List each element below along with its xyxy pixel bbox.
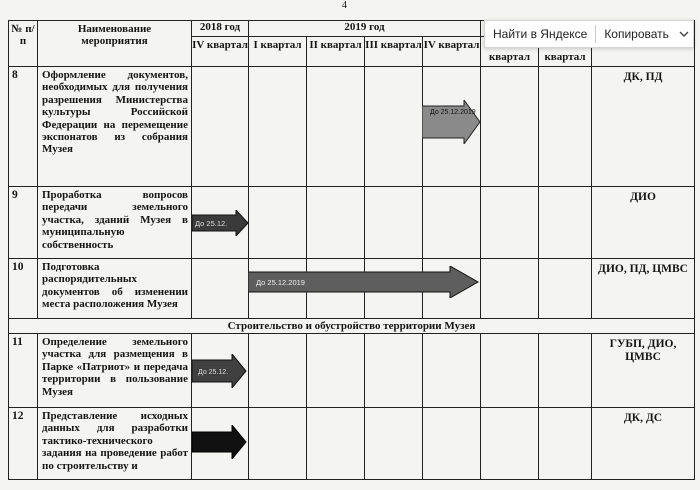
section-title: Строительство и обустройство территории Музея bbox=[9, 319, 695, 334]
row-number: 10 bbox=[9, 259, 38, 319]
arrow-label: До 25.12. bbox=[195, 219, 228, 228]
row-responsible: ДК, ПД bbox=[592, 67, 695, 187]
table-row bbox=[9, 408, 695, 480]
page-number: 4 bbox=[342, 0, 347, 11]
header-q4-2019: IV квартал bbox=[423, 37, 481, 67]
header-q-extra1: квартал bbox=[481, 37, 539, 67]
row-name: Подготовка распорядительных документов об изменении места расположения Музея bbox=[38, 259, 192, 319]
row-responsible: ДИО bbox=[592, 187, 695, 259]
chevron-down-icon[interactable] bbox=[677, 27, 691, 41]
row-name: Представление исходных данных для разработки тактико-технического задания на проведение работ по строительству и bbox=[38, 408, 192, 480]
table-row bbox=[9, 187, 695, 259]
header-name: Наименование мероприятия bbox=[38, 21, 192, 67]
header-num: № п/п bbox=[9, 21, 38, 67]
svg-text:До 25.12. bbox=[198, 369, 228, 376]
svg-text:До 25.12.2019 bbox=[256, 278, 305, 287]
row-number: 12 bbox=[9, 408, 38, 480]
schedule-table bbox=[8, 20, 695, 480]
row-responsible: ДК, ДС bbox=[592, 408, 695, 480]
search-yandex-button[interactable]: Найти в Яндексе bbox=[493, 27, 588, 41]
row-responsible: ГУБП, ДИО, ЦМВС bbox=[592, 334, 695, 408]
arrow-label: До 25.12.2019 bbox=[256, 278, 305, 287]
row-responsible: ДИО, ПД, ЦМВС bbox=[592, 259, 695, 319]
row-name: Проработка вопросов передачи земельного участка, зданий Музея в муниципальную собственность bbox=[38, 187, 192, 259]
table-row bbox=[9, 334, 695, 408]
table-row bbox=[9, 67, 695, 187]
timeline-arrow-row9 bbox=[192, 210, 250, 236]
timeline-arrow-row8 bbox=[422, 100, 482, 144]
selection-toolbar bbox=[484, 20, 694, 48]
svg-text:До 25.12. bbox=[195, 219, 227, 228]
row-name: Определение земельного участка для размещения в Парке «Патриот» и передача территории в пользование Музея bbox=[38, 334, 192, 408]
arrow-label: До 25.12.2019 bbox=[430, 109, 476, 116]
timeline-arrow-row12 bbox=[192, 425, 248, 459]
arrow-label: До 25.12. bbox=[198, 369, 229, 376]
header-year-2019: 2019 год bbox=[249, 21, 481, 37]
header-q1-2019: I квартал bbox=[249, 37, 307, 67]
timeline-arrow-row10 bbox=[248, 266, 480, 298]
header-q2-2019: II квартал bbox=[307, 37, 365, 67]
row-name: Оформление документов, необходимых для получения разрешения Министерства культуры Российской Федерации на перемещение экспонатов из собрания Музея bbox=[38, 67, 192, 187]
row-number: 8 bbox=[9, 67, 38, 187]
header-q-extra2: квартал bbox=[539, 37, 592, 67]
row-number: 9 bbox=[9, 187, 38, 259]
header-q4-2018: IV квартал bbox=[192, 37, 249, 67]
row-number: 11 bbox=[9, 334, 38, 408]
timeline-arrow-row11 bbox=[192, 354, 248, 388]
header-q3-2019: III квартал bbox=[365, 37, 423, 67]
svg-text:До 25.12.2019 bbox=[430, 109, 476, 116]
copy-button[interactable]: Копировать bbox=[604, 27, 669, 41]
header-year-2018: 2018 год bbox=[192, 21, 249, 37]
